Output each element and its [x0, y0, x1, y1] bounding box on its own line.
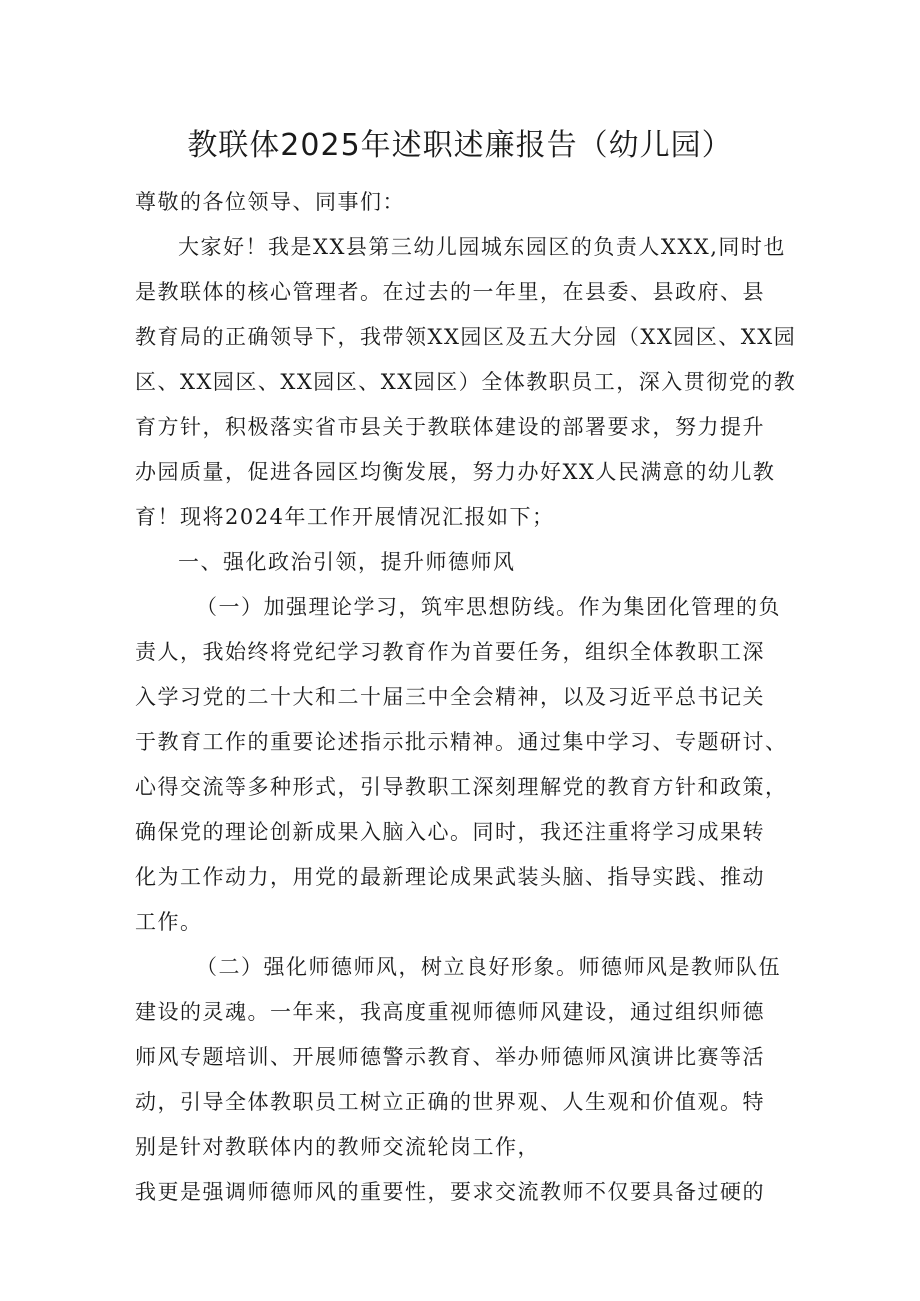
- paragraph-line: 师风专题培训、开展师德警示教育、举办师德师风演讲比赛等活: [135, 1045, 765, 1069]
- paragraph-line: （一）加强理论学习，筑牢思想防线。作为集团化管理的负: [196, 595, 781, 619]
- paragraph-line: 区、XX园区、XX园区、XX园区）全体教职员工，深入贯彻党的教: [135, 370, 797, 394]
- paragraph-line: 入学习党的二十大和二十届三中全会精神，以及习近平总书记关: [135, 685, 765, 709]
- paragraph-line: 育方针，积极落实省市县关于教联体建设的部署要求，努力提升: [135, 415, 765, 439]
- document-title: 教联体2025年述职述廉报告（幼儿园）: [187, 128, 733, 163]
- section-heading: 一、强化政治引领，提升师德师风: [178, 550, 516, 574]
- paragraph-line: 教育局的正确领导下，我带领XX园区及五大分园（XX园区、XX园: [135, 325, 797, 349]
- paragraph-line: 工作。: [135, 910, 203, 934]
- paragraph-line: 心得交流等多种形式，引导教职工深刻理解党的教育方针和政策，: [135, 775, 788, 799]
- paragraph-line: 我更是强调师德师风的重要性，要求交流教师不仅要具备过硬的: [135, 1180, 765, 1204]
- paragraph-line: （二）强化师德师风，树立良好形象。师德师风是教师队伍: [196, 955, 781, 979]
- paragraph-line: 办园质量，促进各园区均衡发展，努力办好XX人民满意的幼儿教: [135, 460, 776, 484]
- paragraph-line: 责人，我始终将党纪学习教育作为首要任务，组织全体教职工深: [135, 640, 765, 664]
- paragraph-line: 别是针对教联体内的教师交流轮岗工作，: [135, 1135, 540, 1159]
- paragraph-line: 确保党的理论创新成果入脑入心。同时，我还注重将学习成果转: [135, 820, 765, 844]
- paragraph-line: 育！现将2024年工作开展情况汇报如下；: [135, 505, 555, 529]
- paragraph-line: 动，引导全体教职员工树立正确的世界观、人生观和价值观。特: [135, 1090, 765, 1114]
- paragraph-line: 建设的灵魂。一年来，我高度重视师德师风建设，通过组织师德: [135, 1000, 765, 1024]
- paragraph-line: 于教育工作的重要论述指示批示精神。通过集中学习、专题研讨、: [135, 730, 788, 754]
- paragraph-line: 大家好！我是XX县第三幼儿园城东园区的负责人XXX,同时也: [178, 235, 786, 259]
- paragraph-line: 化为工作动力，用党的最新理论成果武装头脑、指导实践、推动: [135, 865, 765, 889]
- paragraph-line: 是教联体的核心管理者。在过去的一年里，在县委、县政府、县: [135, 280, 765, 304]
- salutation-line: 尊敬的各位领导、同事们：: [135, 190, 405, 214]
